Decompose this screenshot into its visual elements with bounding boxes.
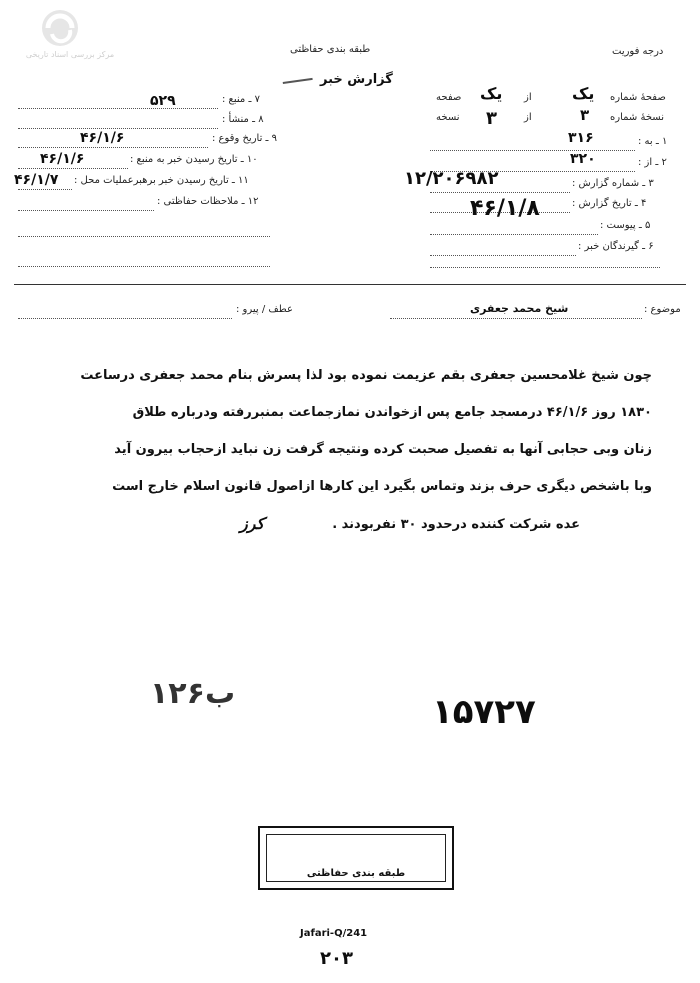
- body-line-2: ۱۸۳۰ روز ۴۶/۱/۶ درمسجد جامع پس ازخواندن نمازجماعت بمنبررفته ودرباره طلاق: [132, 405, 652, 420]
- subject-label: موضوع :: [644, 304, 681, 315]
- page-of-label: از: [524, 92, 532, 103]
- archive-logo: [10, 8, 130, 64]
- reference-label: عطف / پیرو :: [236, 304, 293, 315]
- field-security-notes-label: ۱۲ ـ ملاحظات حفاظتی :: [157, 196, 259, 207]
- copy-number-label: نسخهٔ شماره: [610, 112, 664, 123]
- field-report-number-value: ۱۲/۲۰۶۹۸۲: [404, 168, 499, 189]
- field-occurrence-date-label: ۹ ـ تاریخ وقوع :: [212, 133, 278, 144]
- field-from-label: ۲ ـ از :: [638, 157, 667, 168]
- copy-of-value: ۳: [486, 108, 497, 129]
- page-number-value: یک: [572, 84, 595, 103]
- field-source-receipt-label: ۱۰ ـ تاریخ رسیدن خبر به منبع :: [130, 154, 258, 165]
- field-source-label: ۷ ـ منبع :: [222, 94, 260, 105]
- section-divider: [14, 284, 686, 285]
- copy-suffix: نسخه: [436, 112, 460, 123]
- classification-stamp: [258, 826, 454, 890]
- document-code: Jafari-Q/241: [300, 928, 368, 939]
- header-scribble: [281, 68, 312, 84]
- urgency-label: درجه فوریت: [612, 46, 664, 57]
- field-leader-receipt-label: ۱۱ ـ تاریخ رسیدن خبر برهبرعملیات محل :: [74, 175, 249, 186]
- field-report-number-label: ۳ ـ شماره گزارش :: [572, 178, 654, 189]
- body-line-5: عده شرکت کننده درحدود ۳۰ نفربودند .: [332, 517, 580, 532]
- field-from-value: ۳۲۰: [570, 151, 596, 167]
- field-leader-receipt-value: ۴۶/۱/۷: [14, 172, 59, 188]
- page-number-label: صفحهٔ شماره: [610, 92, 666, 103]
- field-attachment-label: ۵ ـ پیوست :: [600, 220, 651, 231]
- page-of-value: یک: [480, 84, 503, 103]
- bottom-handwriting-right: ۱۵۷۲۷: [432, 692, 536, 732]
- field-to-label: ۱ ـ به :: [638, 136, 668, 147]
- field-source-value: ۵۲۹: [150, 93, 176, 109]
- page-number: ۲۰۳: [320, 948, 353, 969]
- copy-of-label: از: [524, 112, 532, 123]
- field-source-receipt-value: ۴۶/۱/۶: [40, 151, 85, 167]
- report-title: گزارش خبر: [320, 72, 393, 87]
- classification-title: طبقه بندی حفاظتی: [290, 44, 371, 55]
- archive-logo-text: مرکز بررسی اسناد تاریخی: [25, 50, 115, 59]
- field-report-date-label: ۴ ـ تاریخ گزارش :: [572, 198, 647, 209]
- stamp-text: طبقه بندی حفاظتی: [306, 868, 406, 879]
- body-line-1: چون شیخ غلامحسین جعفری بقم عزیمت نموده بود لذا پسرش بنام محمد جعفری درساعت: [80, 368, 652, 383]
- subject-value: شیخ محمد جعفری: [470, 302, 569, 315]
- bottom-handwriting-left: ب۱۲۶: [150, 676, 236, 711]
- page-suffix: صفحه: [436, 92, 462, 103]
- body-line-4: وبا باشخص دیگری حرف بزند وتماس بگیرد این کارها ازاصول قانون اسلام خارج است: [112, 479, 652, 494]
- archive-logo-icon: [40, 8, 80, 48]
- body-signature: کرز: [240, 514, 265, 533]
- field-to-value: ۳۱۶: [568, 130, 594, 146]
- body-line-3: زنان وبی حجابی آنها به تفصیل صحبت کرده ونتیجه گرفت زن نباید ازحجاب بیرون آید: [114, 442, 652, 457]
- field-recipients-label: ۶ ـ گیرندگان خبر :: [578, 241, 654, 252]
- field-occurrence-date-value: ۴۶/۱/۶: [80, 130, 125, 146]
- copy-number-value: ۳: [580, 106, 590, 124]
- field-report-date-value: ۴۶/۱/۸: [470, 196, 540, 221]
- field-origin-label: ۸ ـ منشأ :: [222, 114, 264, 125]
